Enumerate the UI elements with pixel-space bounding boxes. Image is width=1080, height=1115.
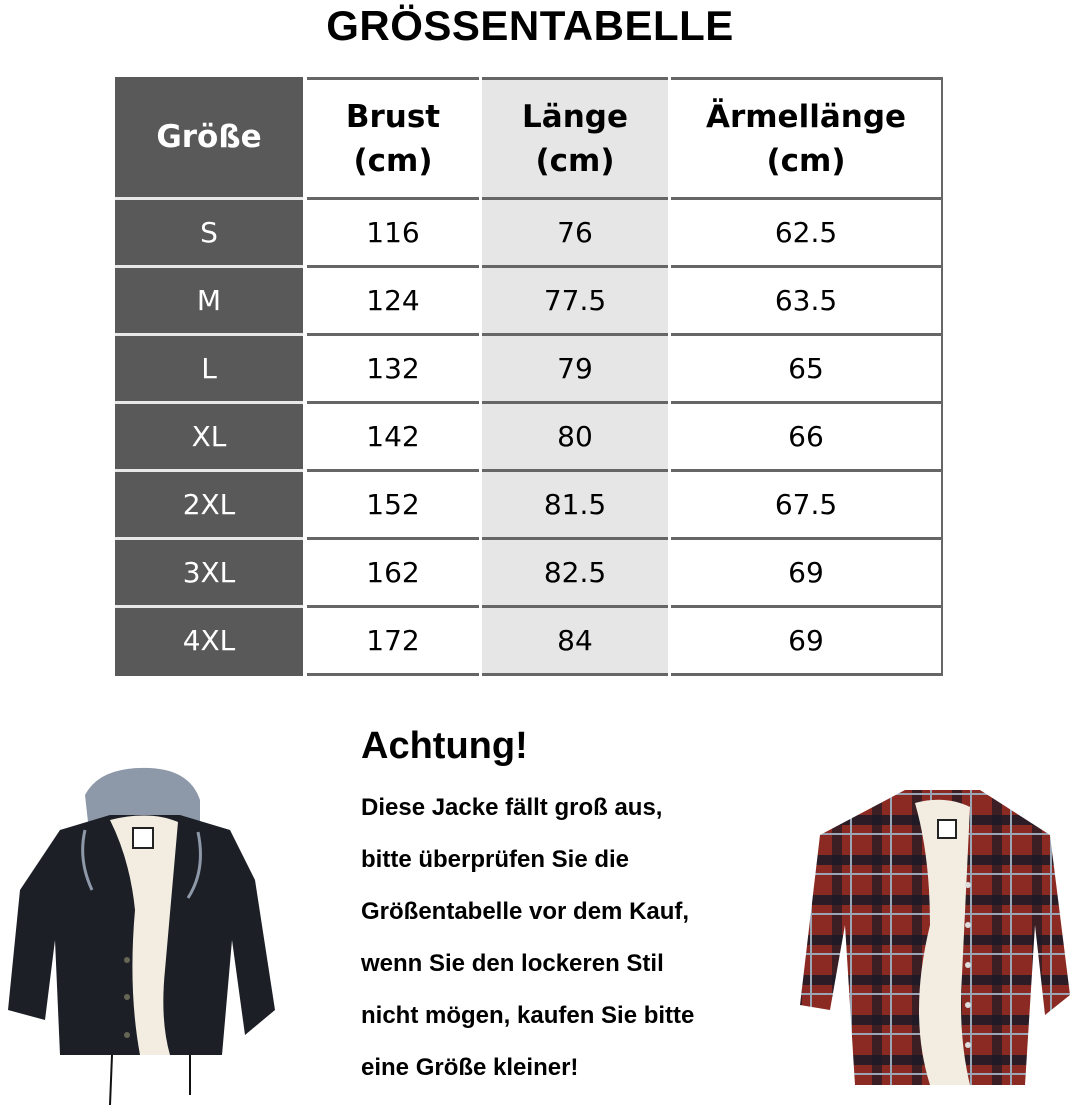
size-cell: 3XL (115, 537, 303, 605)
header-brust-label: Brust (345, 98, 441, 135)
table-row (115, 605, 943, 673)
aermel-cell: 63.5 (671, 265, 943, 333)
brust-cell: 152 (307, 469, 479, 537)
table-row (115, 197, 943, 265)
header-brust-unit: (cm) (353, 142, 433, 179)
aermel-cell: 67.5 (671, 469, 943, 537)
size-cell: S (115, 197, 303, 265)
red-plaid-jacket-image (780, 765, 1080, 1100)
laenge-cell: 84 (482, 605, 668, 673)
notice-heading: Achtung! (361, 725, 528, 767)
header-brust (307, 77, 479, 197)
laenge-cell: 79 (482, 333, 668, 401)
notice-line: eine Größe kleiner! (361, 1054, 579, 1081)
notice-line: Diese Jacke fällt groß aus, (361, 794, 663, 821)
header-aermel (671, 77, 943, 197)
brust-cell: 172 (307, 605, 479, 673)
aermel-cell: 62.5 (671, 197, 943, 265)
header-size (115, 77, 303, 197)
table-bottom-border (115, 673, 943, 676)
size-cell: XL (115, 401, 303, 469)
table-row (115, 265, 943, 333)
brust-cell: 132 (307, 333, 479, 401)
header-aermel-unit: (cm) (766, 142, 846, 179)
laenge-cell: 82.5 (482, 537, 668, 605)
table-row (115, 333, 943, 401)
aermel-cell: 65 (671, 333, 943, 401)
brust-cell: 162 (307, 537, 479, 605)
notice-line: nicht mögen, kaufen Sie bitte (361, 1002, 695, 1029)
header-laenge-label: Länge (522, 98, 628, 135)
brust-cell: 124 (307, 265, 479, 333)
page-title: GRÖSSENTABELLE (326, 2, 734, 49)
size-chart-table (115, 77, 943, 676)
laenge-cell: 76 (482, 197, 668, 265)
aermel-cell: 66 (671, 401, 943, 469)
aermel-cell: 69 (671, 537, 943, 605)
notice-text (361, 782, 781, 1094)
size-cell: 2XL (115, 469, 303, 537)
black-hooded-jacket-image (0, 760, 290, 1115)
header-laenge (482, 77, 668, 197)
header-size-label: Größe (156, 119, 262, 155)
sizing-notice (361, 725, 781, 1094)
table-row (115, 401, 943, 469)
header-aermel-label: Ärmellänge (705, 98, 907, 135)
size-cell: 4XL (115, 605, 303, 673)
header-laenge-unit: (cm) (535, 142, 615, 179)
laenge-cell: 77.5 (482, 265, 668, 333)
brust-cell: 142 (307, 401, 479, 469)
brust-cell: 116 (307, 197, 479, 265)
notice-line: Größentabelle vor dem Kauf, (361, 898, 690, 925)
table-row (115, 537, 943, 605)
notice-line: bitte überprüfen Sie die (361, 846, 630, 873)
table-header-row (115, 77, 943, 197)
size-cell: M (115, 265, 303, 333)
size-cell: L (115, 333, 303, 401)
aermel-cell: 69 (671, 605, 943, 673)
laenge-cell: 80 (482, 401, 668, 469)
laenge-cell: 81.5 (482, 469, 668, 537)
notice-line: wenn Sie den lockeren Stil (361, 950, 664, 977)
table-row (115, 469, 943, 537)
